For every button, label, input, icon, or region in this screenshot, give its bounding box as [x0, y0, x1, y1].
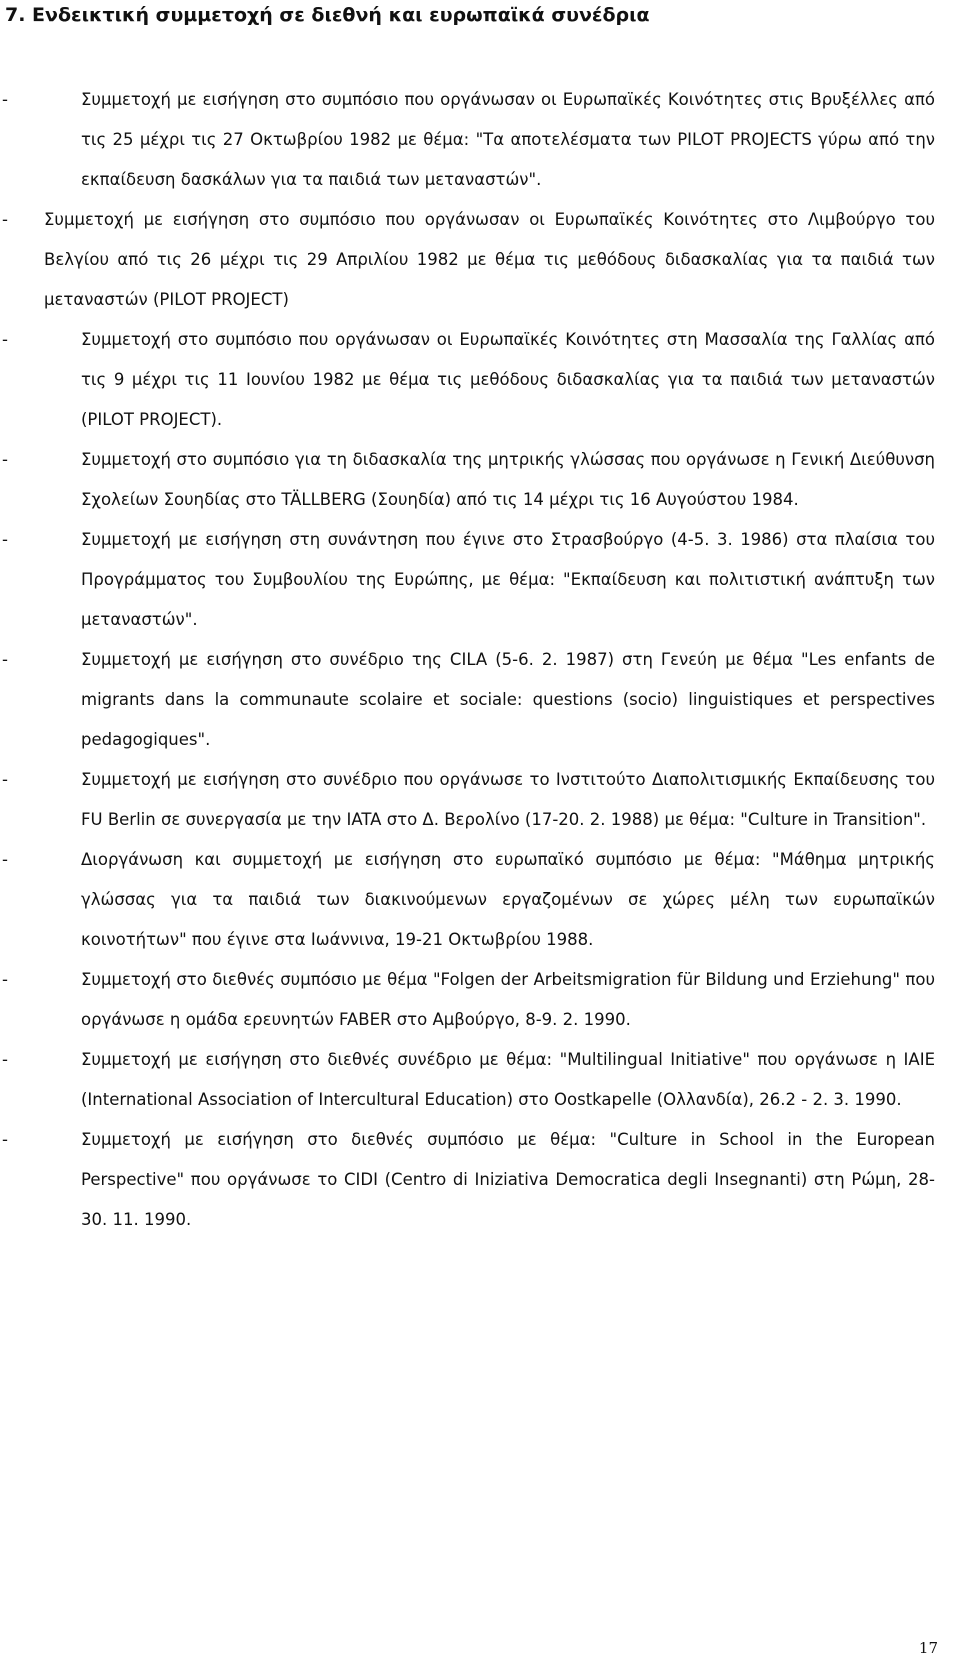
list-item-text: Συμμετοχή στο διεθνές συμπόσιο με θέμα "Folgen der Arbeitsmigration für Bildung und Erziehung" που οργάνωσε η ομάδα ερευνητών FABER στο Αμβούργο, 8-9. 2. 1990. [81, 970, 935, 1029]
list-item-text: Συμμετοχή στο συμπόσιο για τη διδασκαλία της μητρικής γλώσσας που οργάνωσε η Γενική Διεύθυνση Σχολείων Σουηδίας στο TÄLLBERG (Σουηδία) από τις 14 μέχρι τις 16 Αυγούστου 1984. [81, 450, 935, 509]
bullet-dash: - [2, 970, 8, 989]
list-item-text: Συμμετοχή με εισήγηση στο συνέδριο της CILA (5-6. 2. 1987) στη Γενεύη με θέμα "Les enfants de migrants dans la communaute scolaire et sociale: questions (socio) linguistiques et perspectives pedagogiques". [81, 650, 935, 749]
list-item-text: Συμμετοχή με εισήγηση στο διεθνές συμπόσιο με θέμα: "Culture in School in the European Perspective" που οργάνωσε το CIDI (Centro di Iniziativa Democratica degli Insegnanti) στη Ρώμη, 28-30. 11. 1990. [81, 1130, 935, 1229]
list-item-text: Συμμετοχή με εισήγηση στο διεθνές συνέδριο με θέμα: "Multilingual Initiative" που οργάνωσε η IAIE (International Association of Intercultural Education) στο Oostkapelle (Ολλανδία), 26.2 - 2. 3. 1990. [81, 1050, 935, 1109]
page-number: 17 [918, 1639, 938, 1657]
bullet-dash: - [2, 1130, 8, 1149]
bullet-dash: - [2, 650, 8, 669]
bullet-dash: - [2, 90, 8, 109]
list-item-text: Συμμετοχή με εισήγηση στο συνέδριο που οργάνωσε το Ινστιτούτο Διαπολιτισμικής Εκπαίδευσης του FU Berlin σε συνεργασία με την IATA στο Δ. Βερολίνο (17-20. 2. 1988) με θέμα: "Culture in Transition". [81, 770, 935, 829]
list-item [0, 640, 935, 760]
list-item [0, 440, 935, 520]
bullet-dash: - [2, 210, 8, 229]
list-item [0, 80, 935, 200]
bullet-dash: - [2, 450, 8, 469]
list-item [0, 840, 935, 960]
list-item-text: Συμμετοχή στο συμπόσιο που οργάνωσαν οι Ευρωπαϊκές Κοινότητες στη Μασσαλία της Γαλλίας από τις 9 μέχρι τις 11 Ιουνίου 1982 με θέμα τις μεθόδους διδασκαλίας για τα παιδιά των μεταναστών (PILOT PROJECT). [81, 330, 935, 429]
list-item [0, 1120, 935, 1240]
list-item-text: Συμμετοχή με εισήγηση στο συμπόσιο που οργάνωσαν οι Ευρωπαϊκές Κοινότητες στο Λιμβούργο του Βελγίου από τις 26 μέχρι τις 29 Απριλίου 1982 με θέμα τις μεθόδους διδασκαλίας για τα παιδιά των μεταναστών (PILOT PROJECT) [44, 210, 935, 309]
list-item-text: Συμμετοχή με εισήγηση στο συμπόσιο που οργάνωσαν οι Ευρωπαϊκές Κοινότητες στις Βρυξέλλες από τις 25 μέχρι τις 27 Οκτωβρίου 1982 με θέμα: "Τα αποτελέσματα των PILOT PROJECTS γύρω από την εκπαίδευση δασκάλων για τα παιδιά των μεταναστών". [81, 90, 935, 189]
bullet-dash: - [2, 330, 8, 349]
list-item [0, 200, 935, 320]
list-item [0, 760, 935, 840]
bullet-dash: - [2, 850, 8, 869]
list-item [0, 960, 935, 1040]
bullet-dash: - [2, 530, 8, 549]
section-heading: 7. Ενδεικτική συμμετοχή σε διεθνή και ευρωπαϊκά συνέδρια [5, 4, 650, 26]
list-item-text: Διοργάνωση και συμμετοχή με εισήγηση στο ευρωπαϊκό συμπόσιο με θέμα: "Μάθημα μητρικής γλώσσας για τα παιδιά των διακινούμενων εργαζομένων σε χώρες μέλη των ευρωπαϊκών κοινοτήτων" που έγινε στα Ιωάννινα, 19-21 Οκτωβρίου 1988. [81, 850, 935, 949]
bullet-dash: - [2, 1050, 8, 1069]
conference-list [0, 80, 935, 1240]
list-item [0, 1040, 935, 1120]
list-item [0, 320, 935, 440]
bullet-dash: - [2, 770, 8, 789]
list-item [0, 520, 935, 640]
list-item-text: Συμμετοχή με εισήγηση στη συνάντηση που έγινε στο Στρασβούργο (4-5. 3. 1986) στα πλαίσια του Προγράμματος του Συμβουλίου της Ευρώπης, με θέμα: "Εκπαίδευση και πολιτιστική ανάπτυξη των μεταναστών". [81, 530, 935, 629]
